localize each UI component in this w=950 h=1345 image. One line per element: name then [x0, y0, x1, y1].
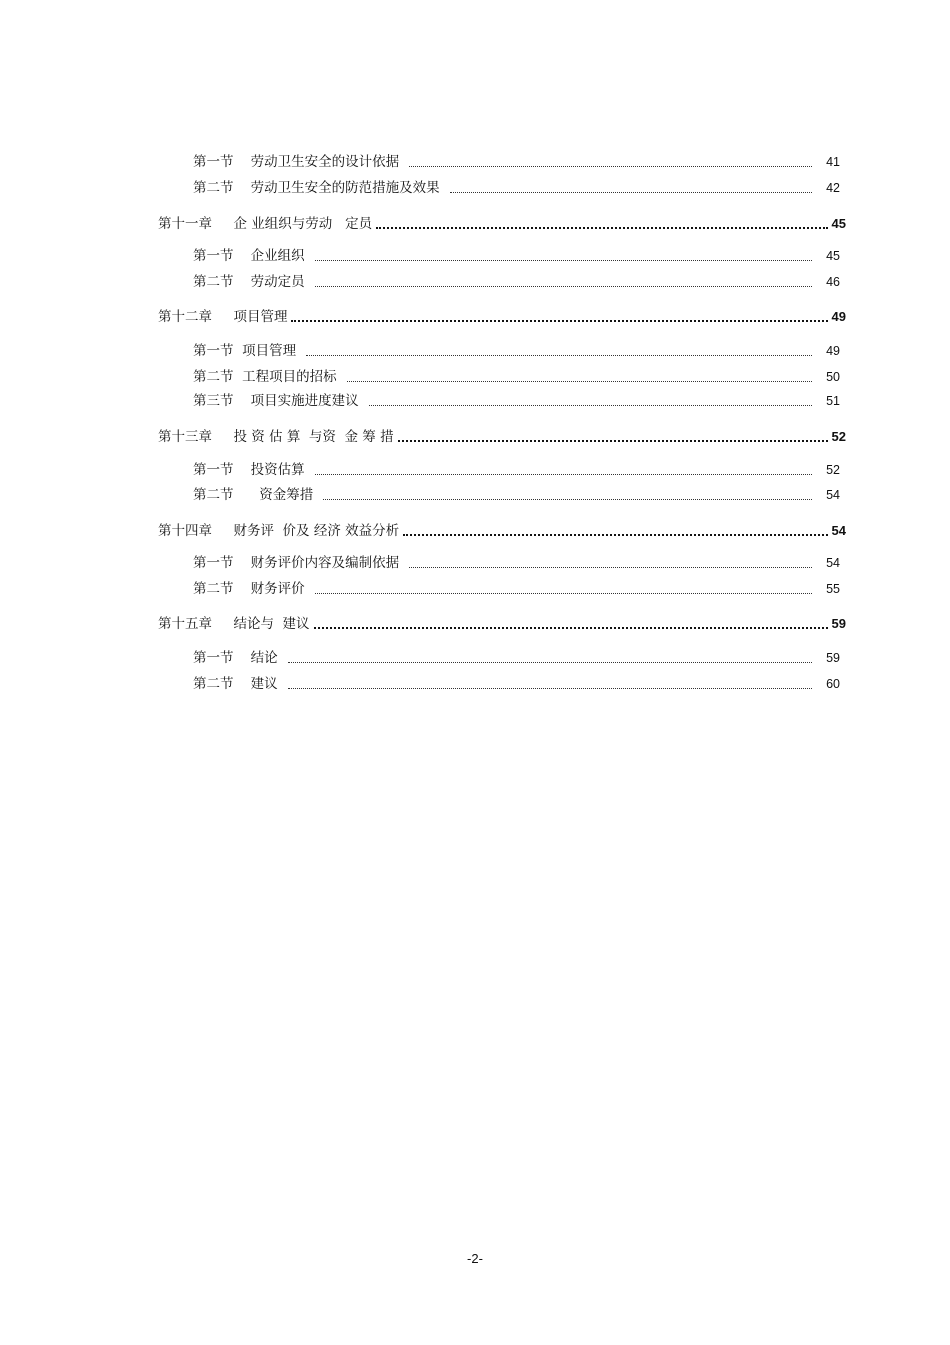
toc-entry-title: 劳动卫生安全的防范措施及效果	[250, 180, 440, 196]
toc-entry-label	[193, 178, 440, 198]
toc-entry-label	[158, 521, 399, 541]
toc-entry-gap	[212, 521, 233, 541]
toc-section-entry[interactable]	[193, 272, 840, 292]
toc-entry-gap	[212, 214, 233, 234]
toc-entry-title: 工程项目的招标	[242, 369, 337, 385]
toc-section-entry[interactable]	[193, 391, 840, 411]
toc-entry-number: 第一节	[193, 650, 234, 666]
toc-entry-title: 项目管理	[233, 309, 288, 325]
toc-entry-label	[193, 246, 305, 266]
toc-entry-number: 第十四章	[158, 523, 212, 539]
toc-entry-page-number: 42	[826, 181, 840, 195]
toc-section-entry[interactable]	[193, 246, 840, 266]
toc-dot-leader	[315, 286, 812, 287]
toc-entry-page-number: 54	[826, 556, 840, 570]
toc-entry-page-number: 52	[831, 429, 846, 444]
toc-dot-leader	[291, 320, 827, 322]
toc-section-entry[interactable]	[193, 648, 840, 668]
toc-dot-leader	[398, 440, 828, 442]
toc-entry-label	[158, 427, 394, 447]
toc-entry-label	[193, 367, 337, 387]
toc-section-entry[interactable]	[193, 341, 840, 361]
toc-section-entry[interactable]	[193, 485, 840, 505]
toc-entry-number: 第一节	[193, 462, 234, 478]
toc-entry-gap	[234, 648, 251, 668]
toc-entry-gap	[234, 367, 243, 387]
toc-section-entry[interactable]	[193, 367, 840, 387]
toc-entry-title: 劳动定员	[250, 274, 305, 290]
toc-entry-page-number: 45	[831, 216, 846, 231]
toc-dot-leader	[288, 662, 812, 663]
toc-entry-title: 结论	[250, 650, 278, 666]
toc-entry-gap	[212, 307, 233, 327]
toc-entry-label	[193, 674, 278, 694]
toc-entry-number: 第二节	[193, 180, 234, 196]
toc-entry-title: 资金筹措	[259, 487, 314, 503]
toc-section-entry[interactable]	[193, 674, 840, 694]
toc-section-entry[interactable]	[193, 553, 840, 573]
toc-dot-leader	[376, 227, 827, 229]
toc-dot-leader	[403, 534, 827, 536]
toc-entry-gap	[234, 246, 251, 266]
toc-section-entry[interactable]	[193, 460, 840, 480]
toc-entry-label	[193, 272, 305, 292]
toc-dot-leader	[323, 499, 812, 500]
toc-dot-leader	[409, 567, 812, 568]
toc-entry-gap	[234, 579, 251, 599]
toc-entry-label	[193, 485, 313, 505]
toc-entry-gap	[234, 341, 243, 361]
toc-entry-title: 建议	[250, 676, 278, 692]
toc-entry-title: 劳动卫生安全的设计依据	[250, 154, 400, 170]
toc-entry-gap	[212, 614, 233, 634]
toc-entry-title: 投资估算	[250, 462, 305, 478]
toc-entry-title: 投 资 估 算 与资 金 筹 措	[233, 429, 394, 445]
toc-entry-gap	[234, 485, 260, 505]
toc-entry-title: 财务评价内容及编制依据	[250, 555, 400, 571]
toc-entry-title: 项目管理	[242, 343, 297, 359]
toc-entry-label	[193, 391, 359, 411]
toc-dot-leader	[288, 688, 812, 689]
toc-entry-number: 第三节	[193, 393, 234, 409]
toc-entry-page-number: 49	[826, 344, 840, 358]
toc-entry-number: 第一节	[193, 555, 234, 571]
toc-entry-number: 第二节	[193, 676, 234, 692]
toc-entry-number: 第十二章	[158, 309, 212, 325]
toc-entry-gap	[234, 674, 251, 694]
toc-dot-leader	[315, 593, 812, 594]
toc-section-entry[interactable]	[193, 178, 840, 198]
toc-entry-page-number: 46	[826, 275, 840, 289]
toc-entry-page-number: 60	[826, 677, 840, 691]
toc-entry-gap	[234, 272, 251, 292]
toc-entry-gap	[234, 460, 251, 480]
toc-chapter-entry[interactable]	[158, 214, 846, 234]
toc-entry-gap	[234, 553, 251, 573]
toc-entry-number: 第一节	[193, 343, 234, 359]
toc-entry-page-number: 54	[826, 488, 840, 502]
toc-entry-number: 第十五章	[158, 616, 212, 632]
toc-entry-label	[193, 553, 399, 573]
toc-chapter-entry[interactable]	[158, 521, 846, 541]
toc-chapter-entry[interactable]	[158, 427, 846, 447]
toc-entry-number: 第一节	[193, 248, 234, 264]
toc-chapter-entry[interactable]	[158, 307, 846, 327]
toc-section-entry[interactable]	[193, 152, 840, 172]
toc-entry-title: 企业组织	[250, 248, 305, 264]
toc-entry-title: 企 业组织与劳动 定员	[233, 216, 373, 232]
toc-entry-number: 第十三章	[158, 429, 212, 445]
toc-entry-label	[193, 648, 278, 668]
toc-entry-number: 第十一章	[158, 216, 212, 232]
toc-dot-leader	[314, 627, 828, 629]
toc-entry-gap	[234, 152, 251, 172]
toc-entry-label	[193, 579, 305, 599]
toc-entry-page-number: 59	[826, 651, 840, 665]
toc-entry-number: 第二节	[193, 487, 234, 503]
toc-entry-page-number: 59	[831, 616, 846, 631]
toc-entry-gap	[212, 427, 233, 447]
toc-entry-title: 财务评价	[250, 581, 305, 597]
toc-entry-page-number: 55	[826, 582, 840, 596]
toc-entry-label	[193, 341, 296, 361]
toc-dot-leader	[315, 474, 812, 475]
toc-entry-page-number: 50	[826, 370, 840, 384]
toc-entry-page-number: 49	[831, 309, 846, 324]
toc-entry-number: 第一节	[193, 154, 234, 170]
toc-entry-page-number: 51	[826, 394, 840, 408]
toc-dot-leader	[306, 355, 812, 356]
toc-entry-number: 第二节	[193, 369, 234, 385]
toc-dot-leader	[347, 381, 813, 382]
toc-entry-label	[193, 460, 305, 480]
toc-entry-title: 结论与 建议	[233, 616, 310, 632]
toc-entry-number: 第二节	[193, 581, 234, 597]
toc-entry-label	[158, 214, 372, 234]
toc-entry-label	[158, 614, 310, 634]
toc-entry-page-number: 41	[826, 155, 840, 169]
toc-dot-leader	[450, 192, 812, 193]
toc-entry-page-number: 52	[826, 463, 840, 477]
toc-section-entry[interactable]	[193, 579, 840, 599]
toc-chapter-entry[interactable]	[158, 614, 846, 634]
toc-entry-label	[193, 152, 399, 172]
toc-entry-title: 项目实施进度建议	[250, 393, 359, 409]
toc-entry-page-number: 54	[831, 523, 846, 538]
toc-entry-page-number: 45	[826, 249, 840, 263]
page-number: -2-	[467, 1251, 483, 1266]
toc-entry-title: 财务评 价及 经济 效益分析	[233, 523, 400, 539]
toc-dot-leader	[315, 260, 812, 261]
toc-entry-label	[158, 307, 287, 327]
toc-entry-gap	[234, 391, 251, 411]
toc-entry-gap	[234, 178, 251, 198]
toc-dot-leader	[369, 405, 812, 406]
toc-entry-number: 第二节	[193, 274, 234, 290]
toc-dot-leader	[409, 166, 812, 167]
